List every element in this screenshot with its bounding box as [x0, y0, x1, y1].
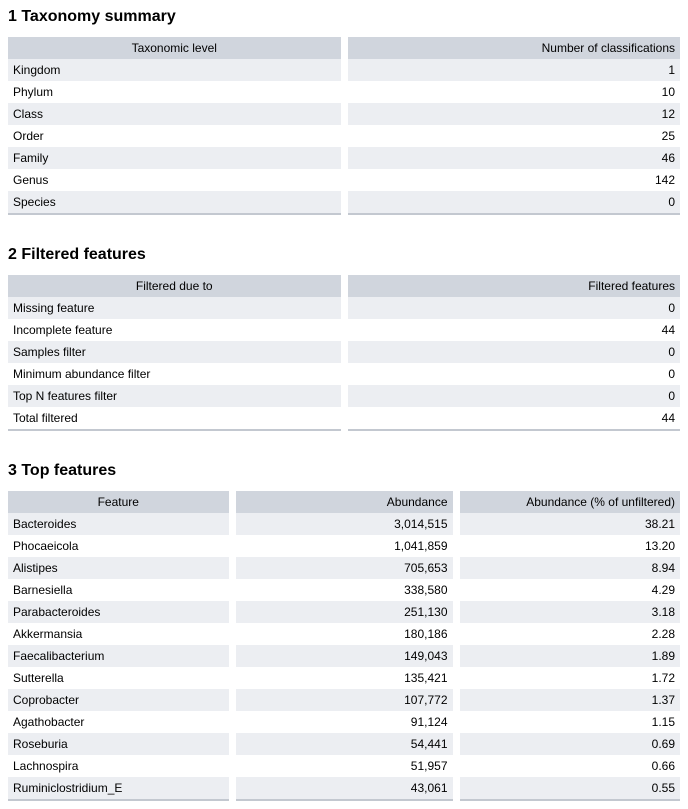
section-title: 1 Taxonomy summary [8, 8, 176, 25]
table-cell-value: 1.72 [456, 667, 680, 689]
table-row [8, 385, 680, 407]
table-cell-label: Samples filter [8, 341, 344, 363]
table-cell-value: 705,653 [232, 557, 456, 579]
table-cell-value: 25 [344, 125, 680, 147]
table-row [8, 147, 680, 169]
table-cell-label: Incomplete feature [8, 319, 344, 341]
table-cell-value: 44 [344, 407, 680, 430]
table-cell-value: 1.89 [456, 645, 680, 667]
table-cell-value: 142 [344, 169, 680, 191]
table-cell-label: Alistipes [8, 557, 232, 579]
table-cell-label: Sutterella [8, 667, 232, 689]
table-cell-value: 3.18 [456, 601, 680, 623]
table-row [8, 297, 680, 319]
table-cell-value: 0 [344, 385, 680, 407]
table-row [8, 103, 680, 125]
table-row [8, 601, 680, 623]
data-table [8, 275, 680, 431]
table-row [8, 407, 680, 430]
table-row [8, 667, 680, 689]
table-cell-label: Order [8, 125, 344, 147]
table-cell-value: 51,957 [232, 755, 456, 777]
table-cell-value: 0 [344, 297, 680, 319]
table-cell-label: Family [8, 147, 344, 169]
table-row [8, 363, 680, 385]
table-row [8, 623, 680, 645]
table-cell-value: 54,441 [232, 733, 456, 755]
table-row [8, 535, 680, 557]
table-cell-label: Agathobacter [8, 711, 232, 733]
table-row [8, 579, 680, 601]
table-cell-value: 1 [344, 59, 680, 81]
table-cell-label: Top N features filter [8, 385, 344, 407]
table-cell-value: 8.94 [456, 557, 680, 579]
table-cell-label: Missing feature [8, 297, 344, 319]
table-cell-label: Ruminiclostridium_E [8, 777, 232, 800]
table-cell-label: Minimum abundance filter [8, 363, 344, 385]
table-cell-value: 135,421 [232, 667, 456, 689]
table-cell-label: Class [8, 103, 344, 125]
table-cell-value: 2.28 [456, 623, 680, 645]
table-header-row [8, 37, 680, 59]
table-header-cell: Filtered features [344, 275, 680, 297]
table-cell-value: 4.29 [456, 579, 680, 601]
section-title: 2 Filtered features [8, 246, 146, 263]
table-header-cell: Number of classifications [344, 37, 680, 59]
table-cell-value: 1,041,859 [232, 535, 456, 557]
table-cell-value: 43,061 [232, 777, 456, 800]
section-title: 3 Top features [8, 462, 117, 479]
table-cell-value: 1.37 [456, 689, 680, 711]
table-cell-label: Coprobacter [8, 689, 232, 711]
table-cell-value: 3,014,515 [232, 513, 456, 535]
table-cell-value: 1.15 [456, 711, 680, 733]
table-cell-label: Akkermansia [8, 623, 232, 645]
table-cell-value: 12 [344, 103, 680, 125]
table-header-cell: Abundance (% of unfiltered) [456, 491, 680, 513]
table-cell-value: 107,772 [232, 689, 456, 711]
table-header-cell: Abundance [232, 491, 456, 513]
table-row [8, 169, 680, 191]
table-cell-value: 0.55 [456, 777, 680, 800]
table-cell-label: Species [8, 191, 344, 214]
table-cell-value: 0 [344, 191, 680, 214]
table-cell-value: 13.20 [456, 535, 680, 557]
table-row [8, 777, 680, 800]
table-cell-value: 0.69 [456, 733, 680, 755]
table-cell-value: 149,043 [232, 645, 456, 667]
table-cell-label: Roseburia [8, 733, 232, 755]
table-row [8, 513, 680, 535]
table-cell-value: 0 [344, 363, 680, 385]
table-row [8, 59, 680, 81]
table-cell-label: Barnesiella [8, 579, 232, 601]
table-header-cell: Feature [8, 491, 232, 513]
table-row [8, 81, 680, 103]
table-cell-value: 46 [344, 147, 680, 169]
data-table [8, 491, 680, 801]
table-cell-label: Kingdom [8, 59, 344, 81]
table-cell-value: 0.66 [456, 755, 680, 777]
table-row [8, 191, 680, 214]
table-cell-label: Parabacteroides [8, 601, 232, 623]
table-cell-value: 0 [344, 341, 680, 363]
table-cell-value: 10 [344, 81, 680, 103]
table-row [8, 125, 680, 147]
data-table [8, 37, 680, 215]
table-header-row [8, 491, 680, 513]
table-cell-value: 338,580 [232, 579, 456, 601]
table-cell-value: 251,130 [232, 601, 456, 623]
table-cell-label: Phylum [8, 81, 344, 103]
table-cell-label: Lachnospira [8, 755, 232, 777]
table-row [8, 557, 680, 579]
table-cell-value: 38.21 [456, 513, 680, 535]
table-header-row [8, 275, 680, 297]
table-header-cell: Filtered due to [8, 275, 344, 297]
table-row [8, 341, 680, 363]
table-cell-label: Genus [8, 169, 344, 191]
table-row [8, 755, 680, 777]
table-cell-label: Phocaeicola [8, 535, 232, 557]
table-row [8, 319, 680, 341]
table-header-cell: Taxonomic level [8, 37, 344, 59]
table-cell-value: 180,186 [232, 623, 456, 645]
table-cell-label: Total filtered [8, 407, 344, 430]
table-row [8, 733, 680, 755]
table-cell-value: 44 [344, 319, 680, 341]
table-cell-label: Faecalibacterium [8, 645, 232, 667]
table-row [8, 689, 680, 711]
table-row [8, 711, 680, 733]
table-row [8, 645, 680, 667]
table-cell-label: Bacteroides [8, 513, 232, 535]
table-cell-value: 91,124 [232, 711, 456, 733]
